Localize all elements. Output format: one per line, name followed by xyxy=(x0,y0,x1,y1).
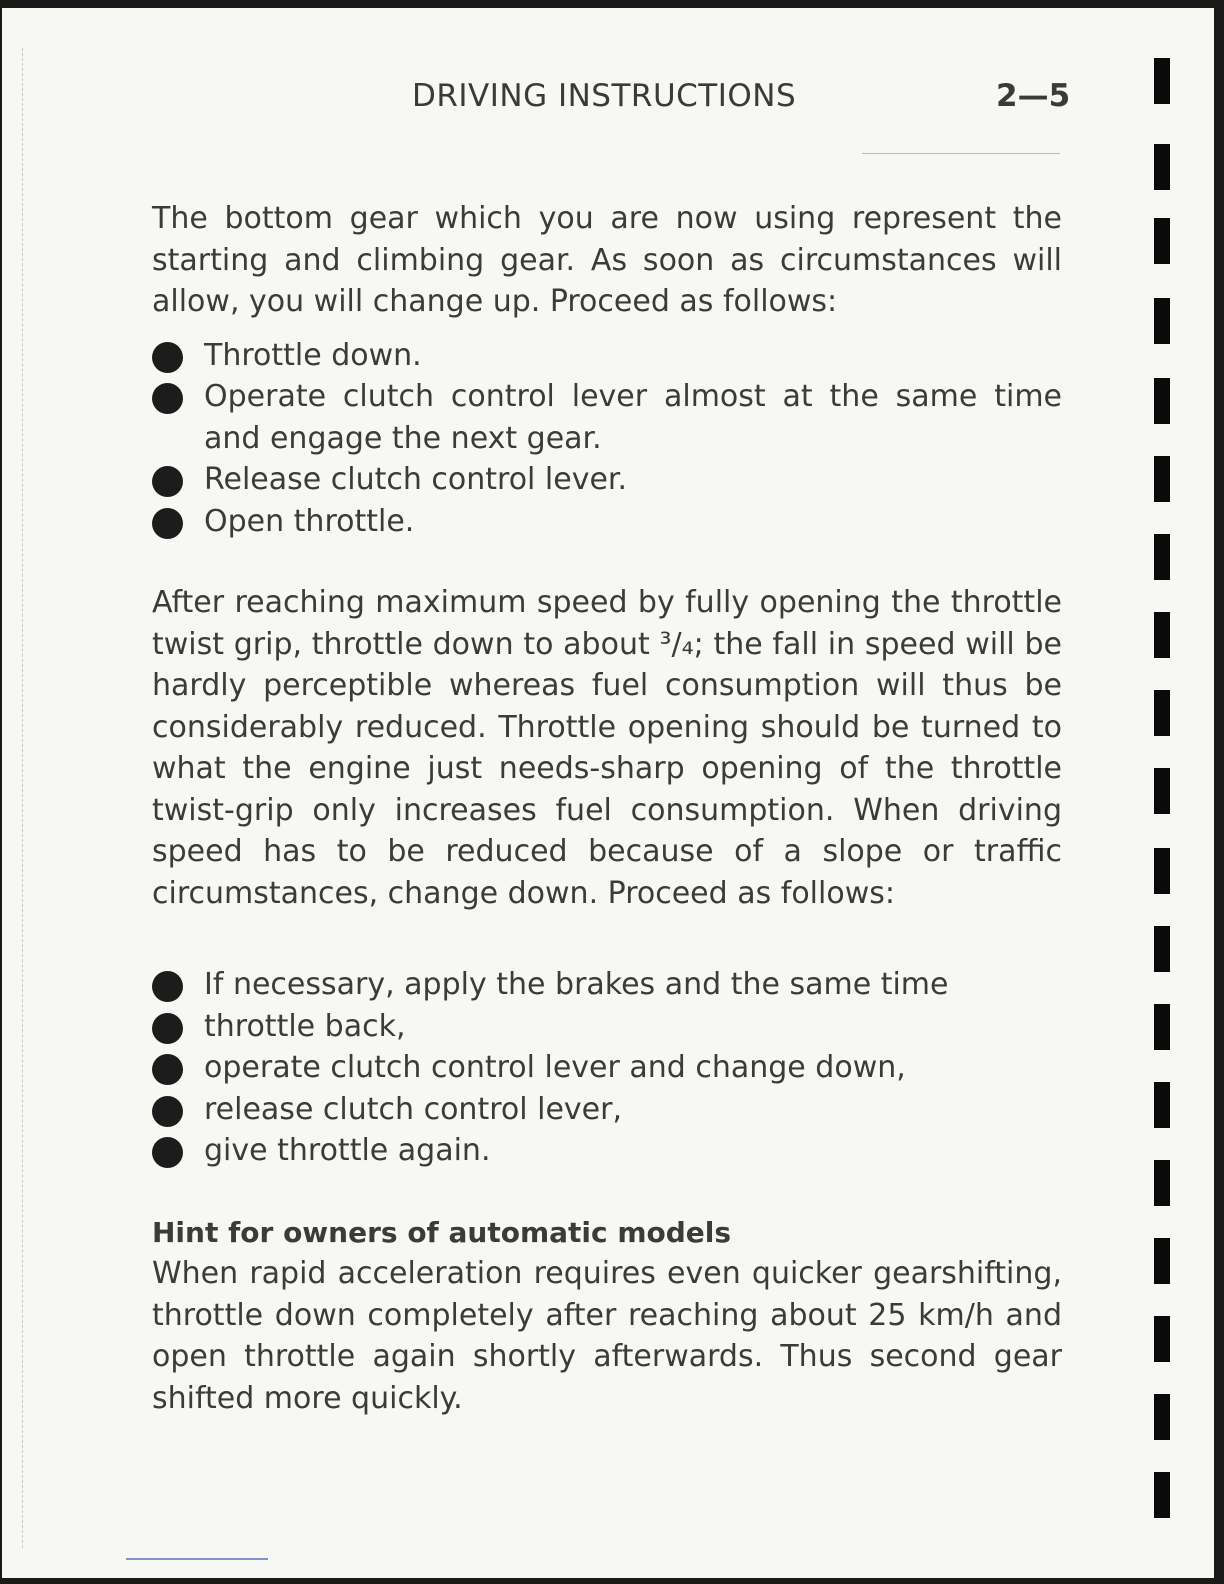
bullet-icon xyxy=(152,342,183,373)
binding-hole xyxy=(1154,378,1170,424)
page-edge-line xyxy=(22,48,23,1548)
bullet-icon xyxy=(152,383,183,414)
bullet-icon xyxy=(152,1137,183,1168)
bullet-icon xyxy=(152,1013,183,1044)
step-text: release clutch control lever, xyxy=(204,1091,622,1127)
page-content xyxy=(152,198,1062,1419)
binding-hole xyxy=(1154,768,1170,814)
step-text: Release clutch control lever. xyxy=(204,462,628,497)
scan-artifact-line xyxy=(126,1558,268,1560)
step-text: give throttle again. xyxy=(204,1133,491,1168)
step-text: throttle back, xyxy=(204,1008,406,1044)
list-item xyxy=(152,1130,1062,1172)
binding-hole xyxy=(1154,456,1170,502)
step-text: operate clutch control lever and change down, xyxy=(204,1050,906,1085)
binding-hole xyxy=(1154,926,1170,972)
manual-page xyxy=(2,8,1214,1578)
binding-hole xyxy=(1154,144,1170,190)
list-item xyxy=(152,501,1062,543)
intro-paragraph: The bottom gear which you are now using represent the starting and climbing gear. As soon as circumstances will allow, you will change up. Proceed as follows: xyxy=(152,201,1062,319)
binding-hole xyxy=(1154,1316,1170,1362)
bullet-icon xyxy=(152,1054,183,1085)
step-text: Open throttle. xyxy=(204,503,415,539)
binding-hole xyxy=(1154,1394,1170,1440)
list-item xyxy=(152,964,1062,1006)
step-text: Operate clutch control lever almost at the same time and engage the next gear. xyxy=(204,379,1062,456)
binding-hole xyxy=(1154,1472,1170,1518)
list-item xyxy=(152,1006,1062,1048)
downshift-steps xyxy=(152,964,1062,1172)
list-item xyxy=(152,1047,1062,1089)
list-item xyxy=(152,335,1062,377)
binding-hole xyxy=(1154,612,1170,658)
bullet-icon xyxy=(152,971,183,1002)
hint-heading: Hint for owners of automatic models xyxy=(152,1215,732,1249)
list-item xyxy=(152,376,1062,459)
binding-hole xyxy=(1154,218,1170,264)
binding-hole xyxy=(1154,1004,1170,1050)
step-text: If necessary, apply the brakes and the same time xyxy=(204,967,949,1002)
binding-hole xyxy=(1154,58,1170,104)
bullet-icon xyxy=(152,466,183,497)
binding-hole xyxy=(1154,534,1170,580)
binding-hole xyxy=(1154,848,1170,894)
binding-hole xyxy=(1154,298,1170,344)
bullet-icon xyxy=(152,508,183,539)
binding-hole xyxy=(1154,690,1170,736)
binding-hole xyxy=(1154,1238,1170,1284)
page-title: DRIVING INSTRUCTIONS xyxy=(412,78,797,114)
upshift-steps xyxy=(152,335,1062,543)
binding-hole xyxy=(1154,1160,1170,1206)
body-paragraph: After reaching maximum speed by fully opening the throttle twist grip, throttle down to about ³/₄; the fall in speed will be hardly perceptible whereas fuel consumption will thus be considerably reduced. Throttle opening should be turned to what the engine just needs-sharp opening of the throttle twist-grip only increases fuel consumption. When driving speed has to be reduced because of a slope or traffic circumstances, change down. Proceed as follows: xyxy=(152,585,1062,911)
binding-holes xyxy=(1154,58,1174,1558)
bullet-icon xyxy=(152,1096,183,1127)
list-item xyxy=(152,459,1062,501)
hint-paragraph: When rapid acceleration requires even quicker gearshifting, throttle down completely after reaching about 25 km/h and open throttle again shortly afterwards. Thus second gear shifted more quickly. xyxy=(152,1256,1062,1416)
header-rule xyxy=(862,153,1060,154)
binding-hole xyxy=(1154,1082,1170,1128)
page-number: 2—5 xyxy=(996,78,1071,114)
step-text: Throttle down. xyxy=(204,337,422,373)
list-item xyxy=(152,1089,1062,1131)
